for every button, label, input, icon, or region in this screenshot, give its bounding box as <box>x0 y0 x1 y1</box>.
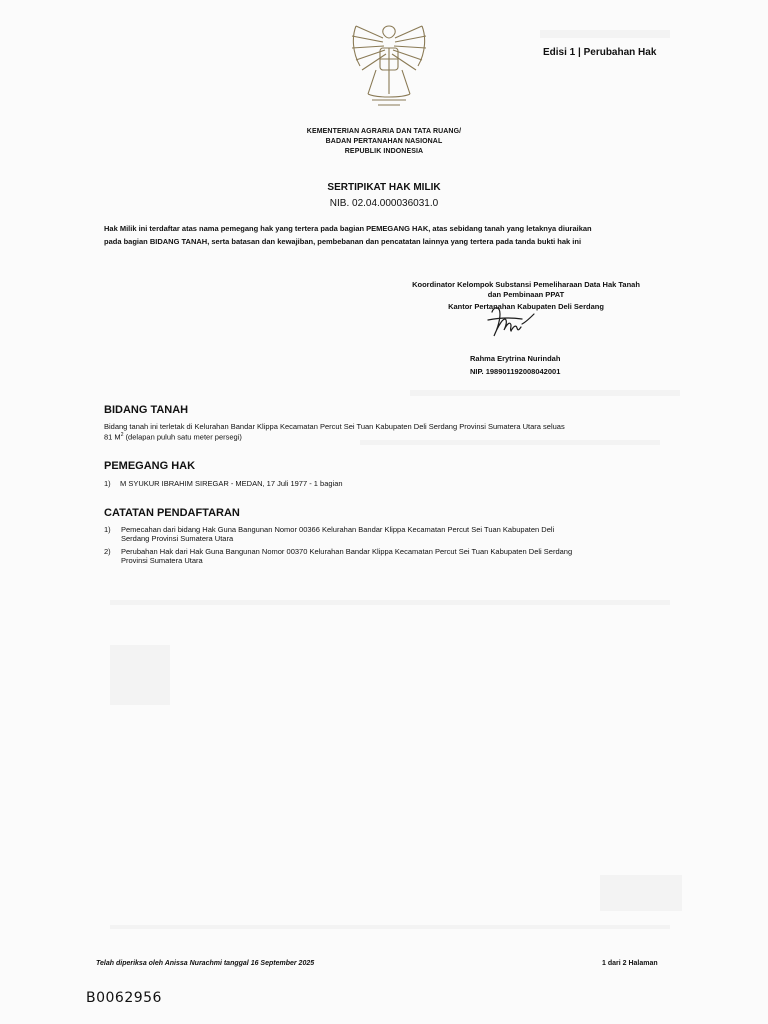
item-number: 2) <box>104 547 111 556</box>
intro-line: pada bagian BIDANG TANAH, serta batasan dan kewajiban, pembebanan dan pencatatan lainnya yang tertera pada tanda bukti hak ini <box>104 237 582 246</box>
item-number: 1) <box>104 479 111 488</box>
item-number: 1) <box>104 525 111 534</box>
page-indicator: 1 dari 2 Halaman <box>602 960 658 967</box>
bleed-through-mark <box>110 600 670 605</box>
certificate-nib: NIB. 02.04.000036031.0 <box>329 198 439 209</box>
section-heading-bidang-tanah: BIDANG TANAH <box>104 404 189 416</box>
ministry-block <box>250 127 518 157</box>
pemegang-hak-item <box>104 479 343 488</box>
area-unit-superscript: 2 <box>120 432 124 438</box>
garuda-emblem-icon <box>346 18 432 110</box>
bleed-through-qr <box>110 645 170 705</box>
bleed-through-mark <box>110 925 670 929</box>
bidang-tanah-area <box>104 431 676 442</box>
document-serial-number: B0062956 <box>86 990 162 1006</box>
section-heading-catatan-pendaftaran: CATATAN PENDAFTARAN <box>104 507 240 519</box>
pemegang-hak-text: M SYUKUR IBRAHIM SIREGAR - MEDAN, 17 Juli 1977 - 1 bagian <box>120 479 343 488</box>
bleed-through-mark <box>410 390 680 396</box>
ministry-line: KEMENTERIAN AGRARIA DAN TATA RUANG/ <box>306 128 462 135</box>
official-title-line: dan Pembinaan PPAT <box>487 290 565 299</box>
official-title-line: Koordinator Kelompok Substansi Pemeliharaan Data Hak Tanah <box>412 280 640 289</box>
catatan-text-line: Perubahan Hak dari Hak Guna Bangunan Nomor 00370 Kelurahan Bandar Klippa Kecamatan Percut Sei Tuan Kabupaten Deli Serdang <box>121 547 573 556</box>
area-words: (delapan puluh satu meter persegi) <box>125 432 242 442</box>
catatan-item <box>104 525 676 543</box>
catatan-text-line: Pemecahan dari bidang Hak Guna Bangunan Nomor 00366 Kelurahan Bandar Klippa Kecamatan Percut Sei Tuan Kabupaten Deli <box>121 525 555 534</box>
signature-mark <box>484 300 544 340</box>
catatan-text-line: Provinsi Sumatera Utara <box>121 556 203 565</box>
bidang-tanah-location: Bidang tanah ini terletak di Kelurahan Bandar Klippa Kecamatan Percut Sei Tuan Kabupaten Deli Serdang Provinsi Sumatera Utara seluas <box>104 422 565 431</box>
signer-nip: NIP. 198901192008042001 <box>470 367 561 376</box>
area-value: 81 M <box>104 432 121 442</box>
signer-name: Rahma Erytrina Nurindah <box>470 354 561 363</box>
certificate-intro <box>104 222 676 248</box>
bleed-through-mark <box>540 30 670 38</box>
checked-by-note: Telah diperiksa oleh Anissa Nurachmi tanggal 16 September 2025 <box>96 960 315 967</box>
catatan-text-line: Serdang Provinsi Sumatera Utara <box>121 534 234 543</box>
edition-label: Edisi 1 | Perubahan Hak <box>543 47 657 58</box>
catatan-item <box>104 547 676 565</box>
signer-block <box>470 352 630 378</box>
section-heading-pemegang-hak: PEMEGANG HAK <box>104 460 196 472</box>
ministry-line: BADAN PERTANAHAN NASIONAL <box>325 138 443 145</box>
certificate-title: SERTIPIKAT HAK MILIK <box>327 182 441 193</box>
bidang-tanah-description <box>104 422 676 442</box>
official-office-line: Kantor Pertanahan Kabupaten Deli Serdang <box>448 302 604 311</box>
intro-line: Hak Milik ini terdaftar atas nama pemegang hak yang tertera pada bagian PEMEGANG HAK, atas sebidang tanah yang letaknya diuraikan <box>104 224 592 233</box>
ministry-line: REPUBLIK INDONESIA <box>344 148 424 155</box>
bleed-through-stamp <box>600 875 682 911</box>
